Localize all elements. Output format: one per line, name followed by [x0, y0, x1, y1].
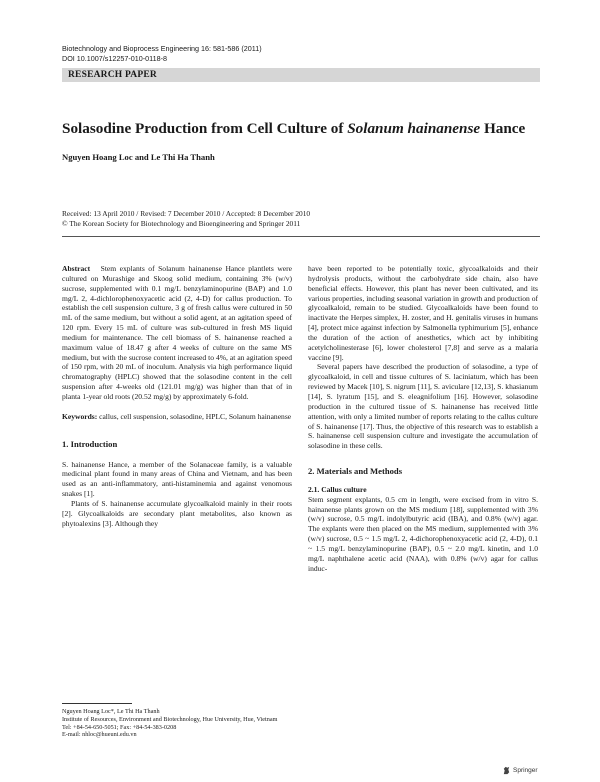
copyright-line: © The Korean Society for Biotechnology and Bioengineering and Springer 2011: [62, 219, 301, 228]
authors: Nguyen Hoang Loc and Le Thi Ha Thanh: [62, 152, 215, 162]
title-main: Solasodine Production from Cell Culture of: [62, 120, 348, 137]
footnote-email: E-mail: nhloc@hueuni.edu.vn: [62, 731, 137, 739]
intro-paragraph-2: Plants of S. hainanense accumulate glycoalkaloid mainly in their roots [2]. Glycoalkaloids are secondary plant metabolites, also known as phytoalexins [3]. Although they: [62, 498, 292, 528]
article-type-label: RESEARCH PAPER: [68, 70, 157, 80]
dates-block: [62, 209, 310, 229]
footnote-names: Nguyen Hoang Loc*, Le Thi Ha Thanh: [62, 708, 160, 715]
right-column: [308, 264, 538, 573]
right-paragraph-2: Several papers have described the production of solasodine, a type of glycoalkaloid, in cell and tissue cultures of S. laciniatum, which has been reviewed by Macek [10], S. nigrum [11], S. aviculare [12,13], S. khasianum [14], S. lyratum [15], and S. eleagnifolium [16]. However, solasodine production in the cultured tissue of S. hainanense has received little attention, with only a limited number of reports relating to the callus culture of S. hainanense [17]. Thus, the objective of this research was to establish a S. hainanense cell suspension culture and investigate the accumulation of solasodine in these cells.: [308, 362, 538, 451]
keywords-label: Keywords:: [62, 411, 98, 421]
intro-heading: 1. Introduction: [62, 438, 118, 449]
paper-title: [62, 120, 525, 138]
left-column: [62, 264, 292, 528]
title-tail: Hance: [480, 120, 526, 137]
abstract-text: Stem explants of Solanum hainanense Hance plantlets were cultured on Murashige and Skoog solid medium, containing 3% (w/v) sucrose, supplemented with 0.1 mg/L benzylaminopurine (BAP) and 1.0 mg/L 2, 4-dichlorophenoxyacetic acid (2, 4-D) for callus production. To establish the cell suspension culture, 3 g of fresh callus were cultured in 50 mL of the same medium, but without a solid agent, at an agitation speed of 120 rpm. Every 15 mL of culture was sub-cultured in fresh MS liquid medium for maintenance. The cell biomass of S. hainanense reached a maximum value of 18.47 g after 4 weeks of culture on the same MS medium, but with the sucrose content increased to 4%, at an agitation speed of 150 rpm, with 20 mL of inoculum. Analysis via high performance liquid chromatography (HPLC) showed that the solasodine content in the cell suspension after 4-weeks old (121.01 mg/g) was higher than that of in planta 1-year old roots (20.52 mg/g) by approximately 6-fold.: [62, 264, 292, 401]
keywords-text: callus, cell suspension, solasodine, HPLC, Solanum hainanense: [99, 411, 292, 421]
intro-paragraph-1: S. hainanense Hance, a member of the Solanaceae family, is a valuable medicinal plant found in many areas of China and Vietnam, and has been used as an anti-inflammatory, anti-histaminemia and against venomous snakes [1].: [62, 459, 292, 499]
footnote-phone: Tel: +84-54-650-5051; Fax: +84-54-383-0208: [62, 723, 177, 731]
doi: DOI 10.1007/s12257-010-0118-8: [62, 53, 167, 63]
received-dates: Received: 13 April 2010 / Revised: 7 December 2010 / Accepted: 8 December 2010: [62, 209, 311, 218]
header-divider: [62, 236, 540, 237]
right-paragraph-1: have been reported to be potentially toxic, glycoalkaloids and their hydrolysis products, without the carbohydrate side chain, also have beneficial effects. However, this plant has never been cultivated, and its various properties, including seasonal variation in growth and production of glycoalkaloid, remain to be studied. Glycoalkaloids have been found to inactivate the Herpes simplex, H. zoster, and H. genitalis viruses in humans [4], protect mice against infection by Salmonella typhimurium [5], enhance the duration of the action of anesthetics, which act by inhibiting acetylcholinesterase [6], lower cholesterol [7,8] and serve as a malaria vaccine [9].: [308, 264, 538, 362]
keywords: [62, 412, 292, 422]
callus-culture-heading: 2.1. Callus culture: [308, 484, 367, 494]
springer-horse-icon: [502, 766, 511, 775]
article-type-banner: [62, 68, 540, 82]
title-species: Solanum hainanense: [347, 120, 481, 137]
publisher-name: Springer: [513, 767, 538, 774]
methods-paragraph: Stem segment explants, 0.5 cm in length, were excised from in vitro S. hainanense plants grown on the MS medium [18], supplemented with 3% (w/v) sucrose, 0.5 mg/L indolylbutyric acid (IBA), and 0.8% (w/v) agar. The explants were then placed on the MS medium, supplemented with 3% (w/v) sucrose, 0.5 ~ 1.5 mg/L 2, 4-dichorophenoxyacetic acid (2, 4-D), 0.1 ~ 1.5 mg/L benzylaminopurine (BAP), 0.5 ~ 2.0 mg/L kinetin, and 1.0 mg/L naphthalene acetic acid (NAA), with 0.8% (w/v) agar for callus induc-: [308, 494, 538, 573]
abstract: [62, 264, 292, 402]
footnote-affiliation: Institute of Resources, Environment and Biotechnology, Hue University, Hue, Vietnam: [62, 715, 278, 723]
methods-heading: 2. Materials and Methods: [308, 466, 403, 477]
journal-header: [62, 44, 262, 63]
footnote-divider: [62, 703, 132, 704]
abstract-label: Abstract: [62, 264, 91, 273]
publisher-logo: [502, 766, 538, 775]
author-footnote: [62, 708, 302, 739]
journal-citation: Biotechnology and Bioprocess Engineering 16: 581-586 (2011): [62, 44, 262, 53]
